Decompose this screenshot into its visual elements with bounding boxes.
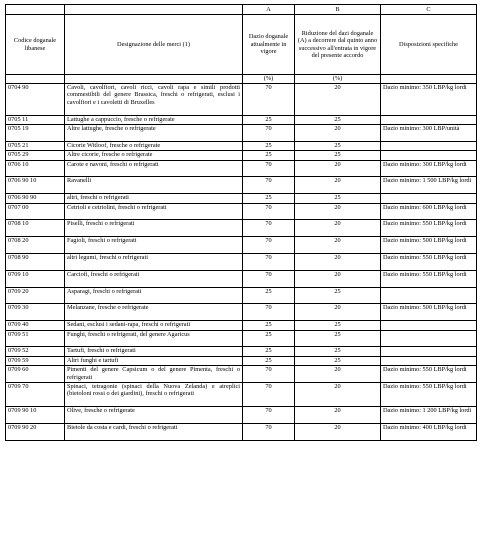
cell-code: 0709 30	[6, 304, 65, 321]
column-letter-description	[65, 5, 243, 15]
column-letter-a: A	[243, 5, 295, 15]
percent-c	[381, 75, 477, 84]
table-row	[6, 237, 477, 254]
cell-code: 0709 59	[6, 356, 65, 365]
tariff-table	[5, 4, 477, 441]
cell-code: 0707 00	[6, 203, 65, 220]
cell-description: Sedani, esclusi i sedani-rapa, freschi o refrigerati	[65, 321, 243, 330]
cell-duty-a: 25	[243, 330, 295, 347]
table-row	[6, 151, 477, 160]
cell-description: Pimenti del genere Capsicum o del genere Pimenta, freschi o refrigerati	[65, 366, 243, 383]
cell-specific-c: Dazio minimo: 600 LBP/kg lordi	[381, 203, 477, 220]
column-letter-b: B	[295, 5, 381, 15]
header-reduction-b: Riduzione del dazi doganale (A) a decorrere dal quinto anno successivo all'entrata in vigore del presente accordo	[295, 15, 381, 75]
table-row	[6, 124, 477, 141]
cell-specific-c: Dazio minimo: 300 LBP/unità	[381, 124, 477, 141]
cell-code: 0708 20	[6, 237, 65, 254]
cell-description: Olive, fresche o refrigerate	[65, 407, 243, 424]
cell-duty-a: 25	[243, 194, 295, 203]
cell-code: 0709 10	[6, 270, 65, 287]
cell-reduction-b: 20	[295, 270, 381, 287]
cell-specific-c	[381, 321, 477, 330]
cell-code: 0708 90	[6, 253, 65, 270]
cell-description: Altri funghi e tartufi	[65, 356, 243, 365]
cell-specific-c: Dazio minimo: 1 200 LBP/kg lordi	[381, 407, 477, 424]
table-row	[6, 194, 477, 203]
cell-duty-a: 70	[243, 84, 295, 116]
cell-description: Ravanelli	[65, 177, 243, 194]
cell-code: 0705 11	[6, 115, 65, 124]
cell-code: 0708 10	[6, 220, 65, 237]
cell-code: 0709 60	[6, 366, 65, 383]
cell-reduction-b: 25	[295, 141, 381, 150]
cell-reduction-b: 20	[295, 84, 381, 116]
cell-reduction-b: 25	[295, 287, 381, 304]
header-description: Designazione delle merci (1)	[65, 15, 243, 75]
cell-duty-a: 70	[243, 382, 295, 406]
table-row	[6, 356, 477, 365]
cell-duty-a: 70	[243, 366, 295, 383]
cell-duty-a: 70	[243, 407, 295, 424]
table-row	[6, 423, 477, 440]
cell-reduction-b: 25	[295, 347, 381, 356]
header-specific-c: Disposizioni specifiche	[381, 15, 477, 75]
cell-specific-c	[381, 347, 477, 356]
cell-duty-a: 25	[243, 287, 295, 304]
cell-description: Altre cicorie, fresche o refrigerate	[65, 151, 243, 160]
percent-unit-row	[6, 75, 477, 84]
cell-specific-c: Dazio minimo: 500 LBP/kg lordi	[381, 237, 477, 254]
cell-description: Funghi, freschi o refrigerati, del genere Agaricus	[65, 330, 243, 347]
cell-specific-c: Dazio minimo: 300 LBP/kg lordi	[381, 160, 477, 177]
cell-description: Tartufi, freschi o refrigerati	[65, 347, 243, 356]
cell-duty-a: 25	[243, 347, 295, 356]
cell-description: Cicorie Witloof, fresche o refrigerate	[65, 141, 243, 150]
column-letter-code	[6, 5, 65, 15]
cell-code: 0706 10	[6, 160, 65, 177]
table-row	[6, 366, 477, 383]
table-row	[6, 177, 477, 194]
cell-code: 0709 51	[6, 330, 65, 347]
table-row	[6, 330, 477, 347]
cell-code: 0705 29	[6, 151, 65, 160]
cell-duty-a: 25	[243, 151, 295, 160]
cell-code: 0709 90 20	[6, 423, 65, 440]
table-row	[6, 304, 477, 321]
cell-specific-c: Dazio minimo: 550 LBP/kg lordi	[381, 220, 477, 237]
cell-code: 0705 19	[6, 124, 65, 141]
cell-reduction-b: 20	[295, 237, 381, 254]
cell-reduction-b: 20	[295, 407, 381, 424]
cell-reduction-b: 20	[295, 160, 381, 177]
cell-duty-a: 70	[243, 253, 295, 270]
cell-specific-c	[381, 287, 477, 304]
cell-code: 0709 20	[6, 287, 65, 304]
cell-reduction-b: 20	[295, 423, 381, 440]
table-row	[6, 84, 477, 116]
cell-reduction-b: 20	[295, 366, 381, 383]
cell-code: 0709 70	[6, 382, 65, 406]
header-duty-a: Dazio doganale attualmente in vigore	[243, 15, 295, 75]
cell-specific-c	[381, 356, 477, 365]
cell-duty-a: 70	[243, 237, 295, 254]
cell-duty-a: 70	[243, 270, 295, 287]
cell-duty-a: 25	[243, 356, 295, 365]
cell-description: Asparagi, freschi o refrigerati	[65, 287, 243, 304]
cell-duty-a: 25	[243, 321, 295, 330]
cell-duty-a: 70	[243, 304, 295, 321]
percent-code	[6, 75, 65, 84]
cell-reduction-b: 25	[295, 194, 381, 203]
cell-specific-c: Dazio minimo: 550 LBP/kg lordi	[381, 366, 477, 383]
tariff-table-body	[6, 5, 477, 441]
table-row	[6, 253, 477, 270]
table-row	[6, 141, 477, 150]
header-code: Codice doganale libanese	[6, 15, 65, 75]
percent-b: (%)	[295, 75, 381, 84]
cell-specific-c: Dazio minimo: 550 LBP/kg lordi	[381, 270, 477, 287]
cell-reduction-b: 20	[295, 382, 381, 406]
cell-duty-a: 70	[243, 160, 295, 177]
cell-description: Fagioli, freschi o refrigerati	[65, 237, 243, 254]
cell-description: Cavoli, cavolfiori, cavoli ricci, cavoli rapa e simili prodotti commestibili del genere Brassica, freschi o refrigerati, esclusi i cavolfiori e i cavoletti di Bruxelles	[65, 84, 243, 116]
table-row	[6, 347, 477, 356]
cell-reduction-b: 20	[295, 203, 381, 220]
cell-description: Piselli, freschi o refrigerati	[65, 220, 243, 237]
cell-code: 0709 90 10	[6, 407, 65, 424]
cell-duty-a: 70	[243, 423, 295, 440]
cell-code: 0709 40	[6, 321, 65, 330]
cell-reduction-b: 20	[295, 220, 381, 237]
cell-reduction-b: 20	[295, 177, 381, 194]
percent-description	[65, 75, 243, 84]
table-row	[6, 160, 477, 177]
table-row	[6, 407, 477, 424]
table-row	[6, 287, 477, 304]
cell-description: Carote e navoni, freschi o refrigerati	[65, 160, 243, 177]
percent-a: (%)	[243, 75, 295, 84]
cell-duty-a: 70	[243, 177, 295, 194]
cell-description: Carciofi, freschi o refrigerati	[65, 270, 243, 287]
cell-reduction-b: 20	[295, 304, 381, 321]
cell-description: Altre lattughe, fresche o refrigerate	[65, 124, 243, 141]
cell-duty-a: 70	[243, 203, 295, 220]
cell-specific-c: Dazio minimo: 400 LBP/kg lordi	[381, 423, 477, 440]
cell-code: 0705 21	[6, 141, 65, 150]
cell-duty-a: 70	[243, 220, 295, 237]
cell-specific-c: Dazio minimo: 1 500 LBP/kg lordi	[381, 177, 477, 194]
table-row	[6, 220, 477, 237]
cell-code: 0704 90	[6, 84, 65, 116]
cell-duty-a: 25	[243, 141, 295, 150]
cell-description: altri legumi, freschi o refrigerati	[65, 253, 243, 270]
cell-description: Bietole da costa e cardi, freschi o refrigerati	[65, 423, 243, 440]
cell-reduction-b: 25	[295, 330, 381, 347]
cell-reduction-b: 20	[295, 253, 381, 270]
cell-description: Spinaci, tetragonie (spinaci della Nuova Zelanda) e atreplici (bietoloni rossi o dei giardini), freschi o refrigerati	[65, 382, 243, 406]
cell-specific-c: Dazio minimo: 500 LBP/kg lordi	[381, 304, 477, 321]
cell-specific-c: Dazio minimo: 550 LBP/kg lordi	[381, 382, 477, 406]
cell-description: Lattughe a cappuccio, fresche o refrigerate	[65, 115, 243, 124]
cell-specific-c	[381, 194, 477, 203]
column-header-row	[6, 15, 477, 75]
cell-specific-c	[381, 330, 477, 347]
cell-reduction-b: 25	[295, 115, 381, 124]
cell-code: 0706 90 10	[6, 177, 65, 194]
cell-description: altri, freschi o refrigerati	[65, 194, 243, 203]
tariff-document	[5, 4, 477, 441]
cell-code: 0706 90 90	[6, 194, 65, 203]
cell-specific-c	[381, 115, 477, 124]
cell-reduction-b: 20	[295, 124, 381, 141]
cell-duty-a: 70	[243, 124, 295, 141]
cell-description: Melanzane, fresche o refrigerate	[65, 304, 243, 321]
cell-specific-c	[381, 151, 477, 160]
column-letter-row	[6, 5, 477, 15]
cell-reduction-b: 25	[295, 321, 381, 330]
table-row	[6, 321, 477, 330]
table-row	[6, 270, 477, 287]
cell-description: Cetrioli e cetriolini, freschi o refrigerati	[65, 203, 243, 220]
cell-reduction-b: 25	[295, 151, 381, 160]
cell-specific-c	[381, 141, 477, 150]
table-row	[6, 115, 477, 124]
cell-code: 0709 52	[6, 347, 65, 356]
column-letter-c: C	[381, 5, 477, 15]
table-row	[6, 382, 477, 406]
cell-specific-c: Dazio minimo: 350 LBP/kg lordi	[381, 84, 477, 116]
table-row	[6, 203, 477, 220]
cell-specific-c: Dazio minimo: 550 LBP/kg lordi	[381, 253, 477, 270]
cell-reduction-b: 25	[295, 356, 381, 365]
cell-duty-a: 25	[243, 115, 295, 124]
